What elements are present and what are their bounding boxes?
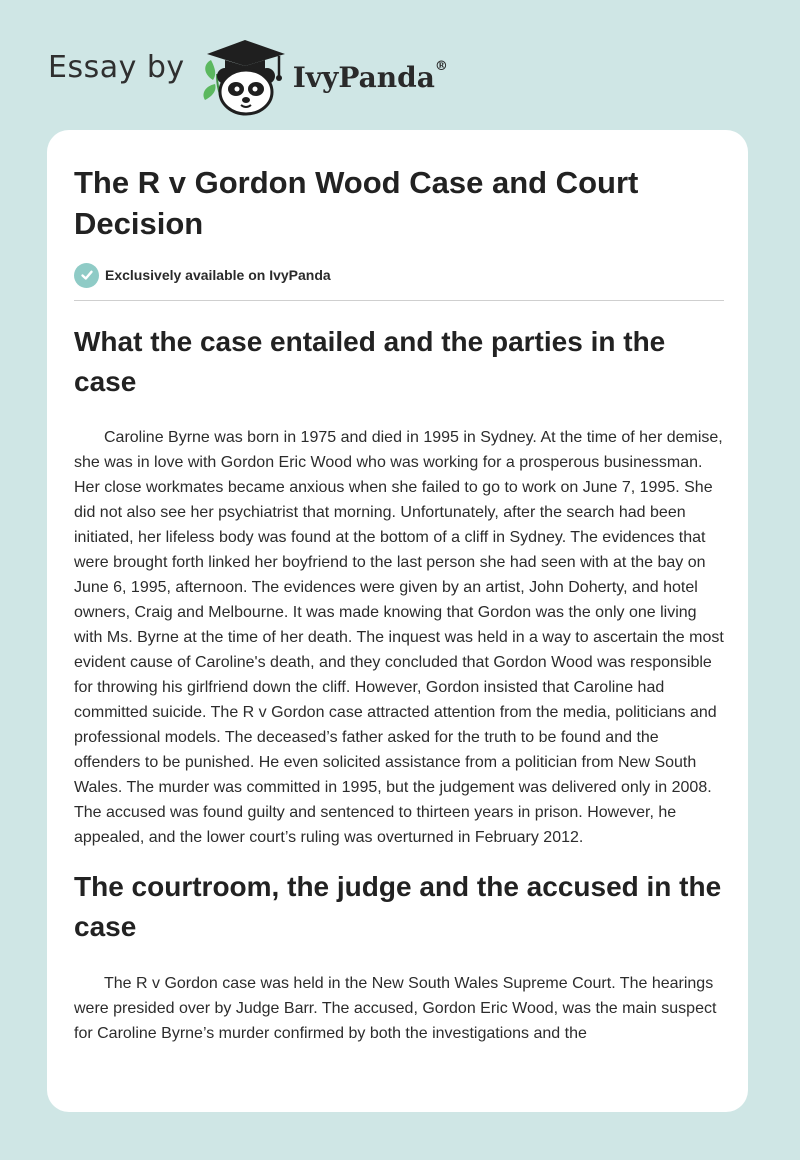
section-paragraph: Caroline Byrne was born in 1975 and died in 1995 in Sydney. At the time of her demise, she was in love with Gordon Eric Wood who was working for a prosperous businessman. Her close workmates became anxious when she failed to go to work on June 7, 1995. She did not also see her psychiatrist that morning. Unfortunately, after the search had been initiated, her lifeless body was found at the bottom of a cliff in Sydney. The evidences that were brought forth linked her boyfriend to the last person she had seen with at the bay on June 6, 1995, afternoon. The evidences were given by an artist, John Doherty, and hotel owners, Craig and Melbourne. It was made knowing that Gordon was the only one living with Ms. Byrne at the time of her death. The inquest was held in a way to ascertain the most evident cause of Caroline's death, and they concluded that Gordon Wood was responsible for throwing his girlfriend down the cliff. However, Gordon insisted that Caroline had committed suicide. The R v Gordon case attracted attention from the media, politicians and professional models. The deceased’s father asked for the truth to be found and the offenders to be punished. He even solicited assistance from a politician from New South Wales. The murder was committed in 1995, but the judgement was delivered only in 2008. The accused was found guilty and sentenced to thirteen years in prison. However, he appealed, and the lower court’s ruling was overturned in February 2012. [74, 429, 724, 846]
brand-name[interactable] [293, 61, 448, 94]
exclusive-badge [74, 262, 724, 288]
section-heading: What the case entailed and the parties in the case [74, 326, 666, 397]
registered-mark: ® [434, 59, 448, 75]
brand-name-text: IvyPanda [292, 60, 435, 94]
badge-label: Exclusively available on IvyPanda [105, 267, 331, 283]
essay-content [74, 162, 724, 1046]
essay-card [47, 130, 748, 1112]
essay-by-label: Essay by [48, 49, 185, 85]
section-paragraph: The R v Gordon case was held in the New South Wales Supreme Court. The hearings were presided over by Judge Barr. The accused, Gordon Eric Wood, was the main suspect for Caroline Byrne’s murder confirmed by both the investigations and the [74, 975, 717, 1042]
site-header [48, 30, 448, 120]
check-icon [74, 263, 99, 288]
divider [74, 300, 724, 301]
section-heading: The courtroom, the judge and the accused in the case [74, 871, 722, 942]
page-title: The R v Gordon Wood Case and Court Decision [74, 165, 639, 241]
panda-graduate-logo-icon[interactable] [199, 34, 291, 116]
